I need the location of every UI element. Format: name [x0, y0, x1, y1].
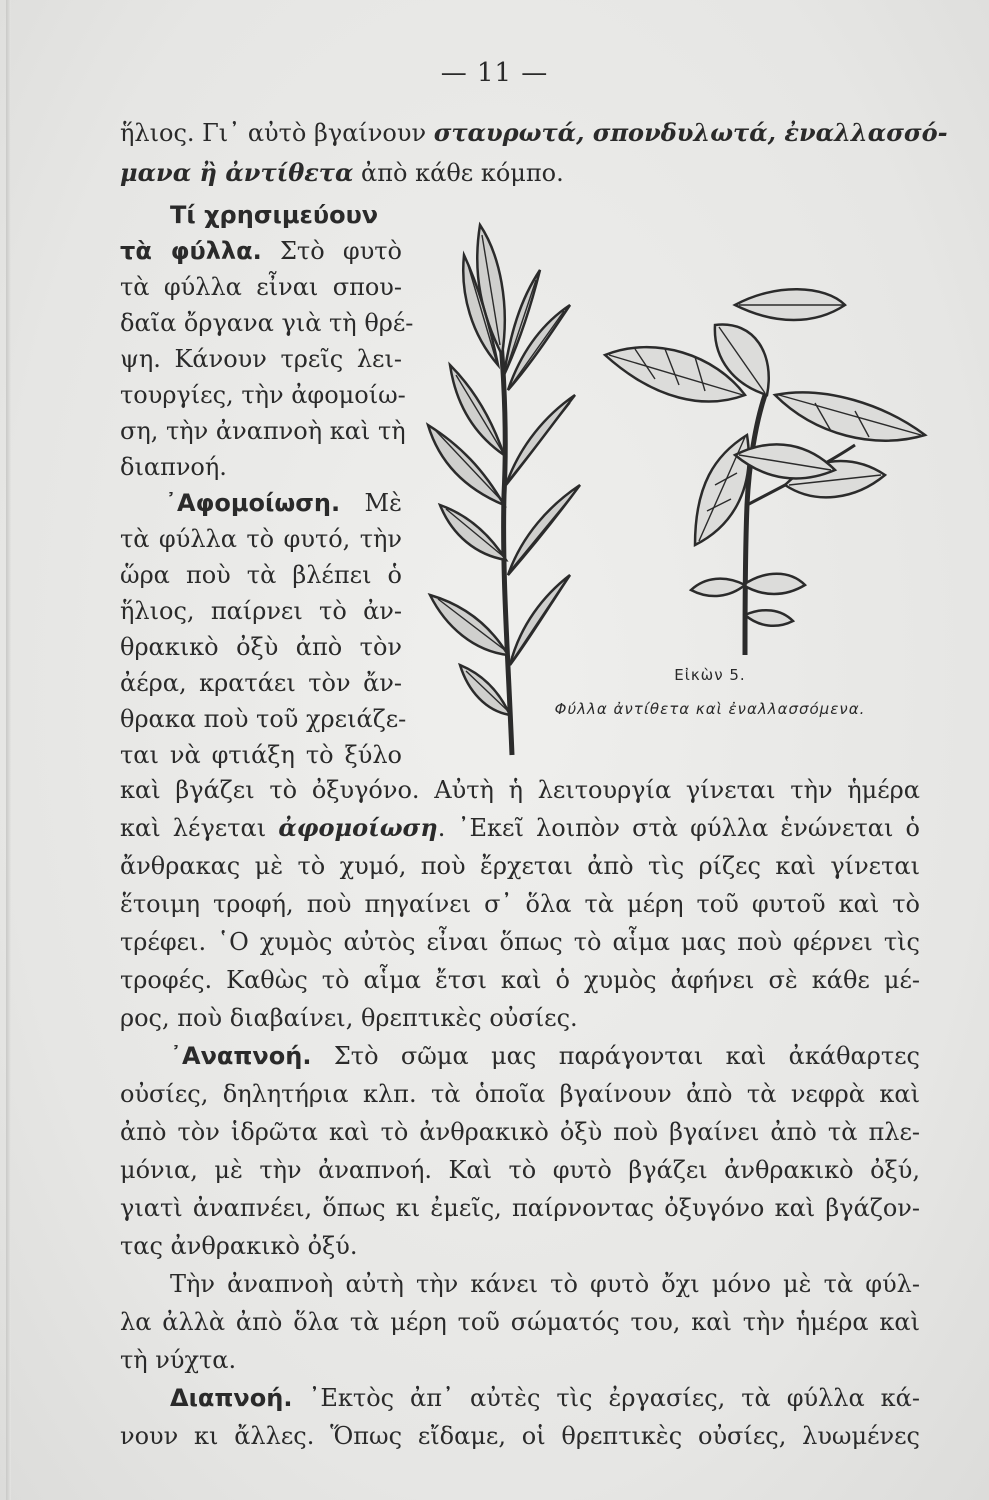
text-line: γιατὶ ἀναπνέει, ὅπως κι ἐμεῖς, παίρνοντας ὀξυγόνο καὶ βγάζον-: [120, 1194, 920, 1222]
text-line: τουργίες, τὴν ἀφομοίω-: [120, 381, 406, 409]
text-line: τροφές. Καθὼς τὸ αἷμα ἔτσι καὶ ὁ χυμὸς ἀφήνει σὲ κάθε μέ-: [120, 966, 920, 994]
text-line: ἀέρα, κρατάει τὸν ἄν-: [120, 669, 402, 697]
text-line: ἥλιος. Γι᾿ αὐτὸ βγαίνουν σταυρωτά, σπονδυλωτά, ἐναλλασσό-: [120, 118, 948, 147]
figure-caption-text: Φύλλα ἀντίθετα καὶ ἐναλλασσόμενα.: [554, 700, 866, 718]
text-line: ση, τὴν ἀναπνοὴ καὶ τὴ: [120, 417, 406, 445]
text-line: ἀπὸ τὸν ἱδρῶτα καὶ τὸ ἀνθρακικὸ ὀξὺ ποὺ βγαίνει ἀπὸ τὰ πλε-: [120, 1118, 920, 1146]
text-line: λα ἀλλὰ ἀπὸ ὅλα τὰ μέρη τοῦ σώματός του, καὶ τὴν ἡμέρα καὶ: [120, 1308, 920, 1336]
text-line: νουν κι ἄλλες. Ὅπως εἴδαμε, οἱ θρεπτικὲς οὐσίες, λυωμένες: [120, 1422, 920, 1450]
text-line: τας ἀνθρακικὸ ὀξύ.: [120, 1232, 358, 1260]
text-line: τὴ νύχτα.: [120, 1346, 237, 1374]
text-line: ᾿Αφομοίωση. Μὲ: [165, 489, 402, 517]
text-line: ὥρα ποὺ τὰ βλέπει ὁ: [120, 561, 402, 589]
text-line: Τὴν ἀναπνοὴ αὐτὴ τὴν κάνει τὸ φυτὸ ὄχι μόνο μὲ τὰ φύλ-: [170, 1270, 920, 1298]
text-line: ἕτοιμη τροφή, ποὺ πηγαίνει σ᾿ ὅλα τὰ μέρη τοῦ φυτοῦ καὶ τὸ: [120, 890, 920, 918]
figure-caption-number: Εἰκὼν 5.: [674, 666, 746, 684]
text-line: οὐσίες, δηλητήρια κλπ. τὰ ὁποῖα βγαίνουν ἀπὸ τὰ νεφρὰ καὶ: [120, 1080, 920, 1108]
text-line: ψη. Κάνουν τρεῖς λει-: [120, 345, 402, 373]
text-line: διαπνοή.: [120, 453, 227, 481]
text-line: τὰ φύλλα τὸ φυτό, τὴν: [120, 525, 402, 553]
text-line: μανα ἢ ἀντίθετα ἀπὸ κάθε κόμπο.: [120, 158, 564, 187]
text-line: θρακα ποὺ τοῦ χρειάζε-: [120, 705, 407, 733]
text-line: μόνια, μὲ τὴν ἀναπνοή. Καὶ τὸ φυτὸ βγάζει ἀνθρακικὸ ὀξύ,: [120, 1156, 920, 1184]
text-line: τὰ φύλλα εἶναι σπου-: [120, 273, 402, 301]
page-number: — 11 —: [440, 58, 549, 88]
text-line: καὶ βγάζει τὸ ὀξυγόνο. Αὐτὴ ἡ λειτουργία γίνεται τὴν ἡμέρα: [120, 776, 920, 804]
text-line: καὶ λέγεται ἀφομοίωση. ᾿Εκεῖ λοιπὸν στὰ φύλλα ἑνώνεται ὁ: [120, 813, 920, 842]
text-line: Διαπνοή. ᾿Εκτὸς ἀπ᾿ αὐτὲς τὶς ἐργασίες, τὰ φύλλα κά-: [170, 1384, 920, 1412]
text-line: τὰ φύλλα. Στὸ φυτὸ: [120, 237, 403, 265]
text-line: ρος, ποὺ διαβαίνει, θρεπτικὲς οὐσίες.: [120, 1004, 578, 1032]
text-line: ται νὰ φτιάξη τὸ ξύλο: [120, 741, 402, 769]
text-line: τρέφει. ῾Ο χυμὸς αὐτὸς εἶναι ὅπως τὸ αἷμα μας ποὺ φέρνει τὶς: [120, 928, 920, 956]
section-heading: Τί χρησιμεύουν: [170, 201, 379, 229]
text-line: ἥλιος, παίρνει τὸ ἀν-: [120, 597, 402, 625]
text-line: ᾿Αναπνοή. Στὸ σῶμα μας παράγονται καὶ ἀκάθαρτες: [170, 1042, 920, 1070]
alternate-leaves-illustration: [420, 215, 590, 760]
page-gutter: [6, 0, 11, 1500]
opposite-leaves-illustration: [595, 285, 930, 660]
text-line: ἄνθρακας μὲ τὸ χυμό, ποὺ ἔρχεται ἀπὸ τὶς ρίζες καὶ γίνεται: [120, 852, 920, 880]
text-line: δαῖα ὄργανα γιὰ τὴ θρέ-: [120, 309, 414, 337]
text-line: θρακικὸ ὀξὺ ἀπὸ τὸν: [120, 633, 402, 661]
